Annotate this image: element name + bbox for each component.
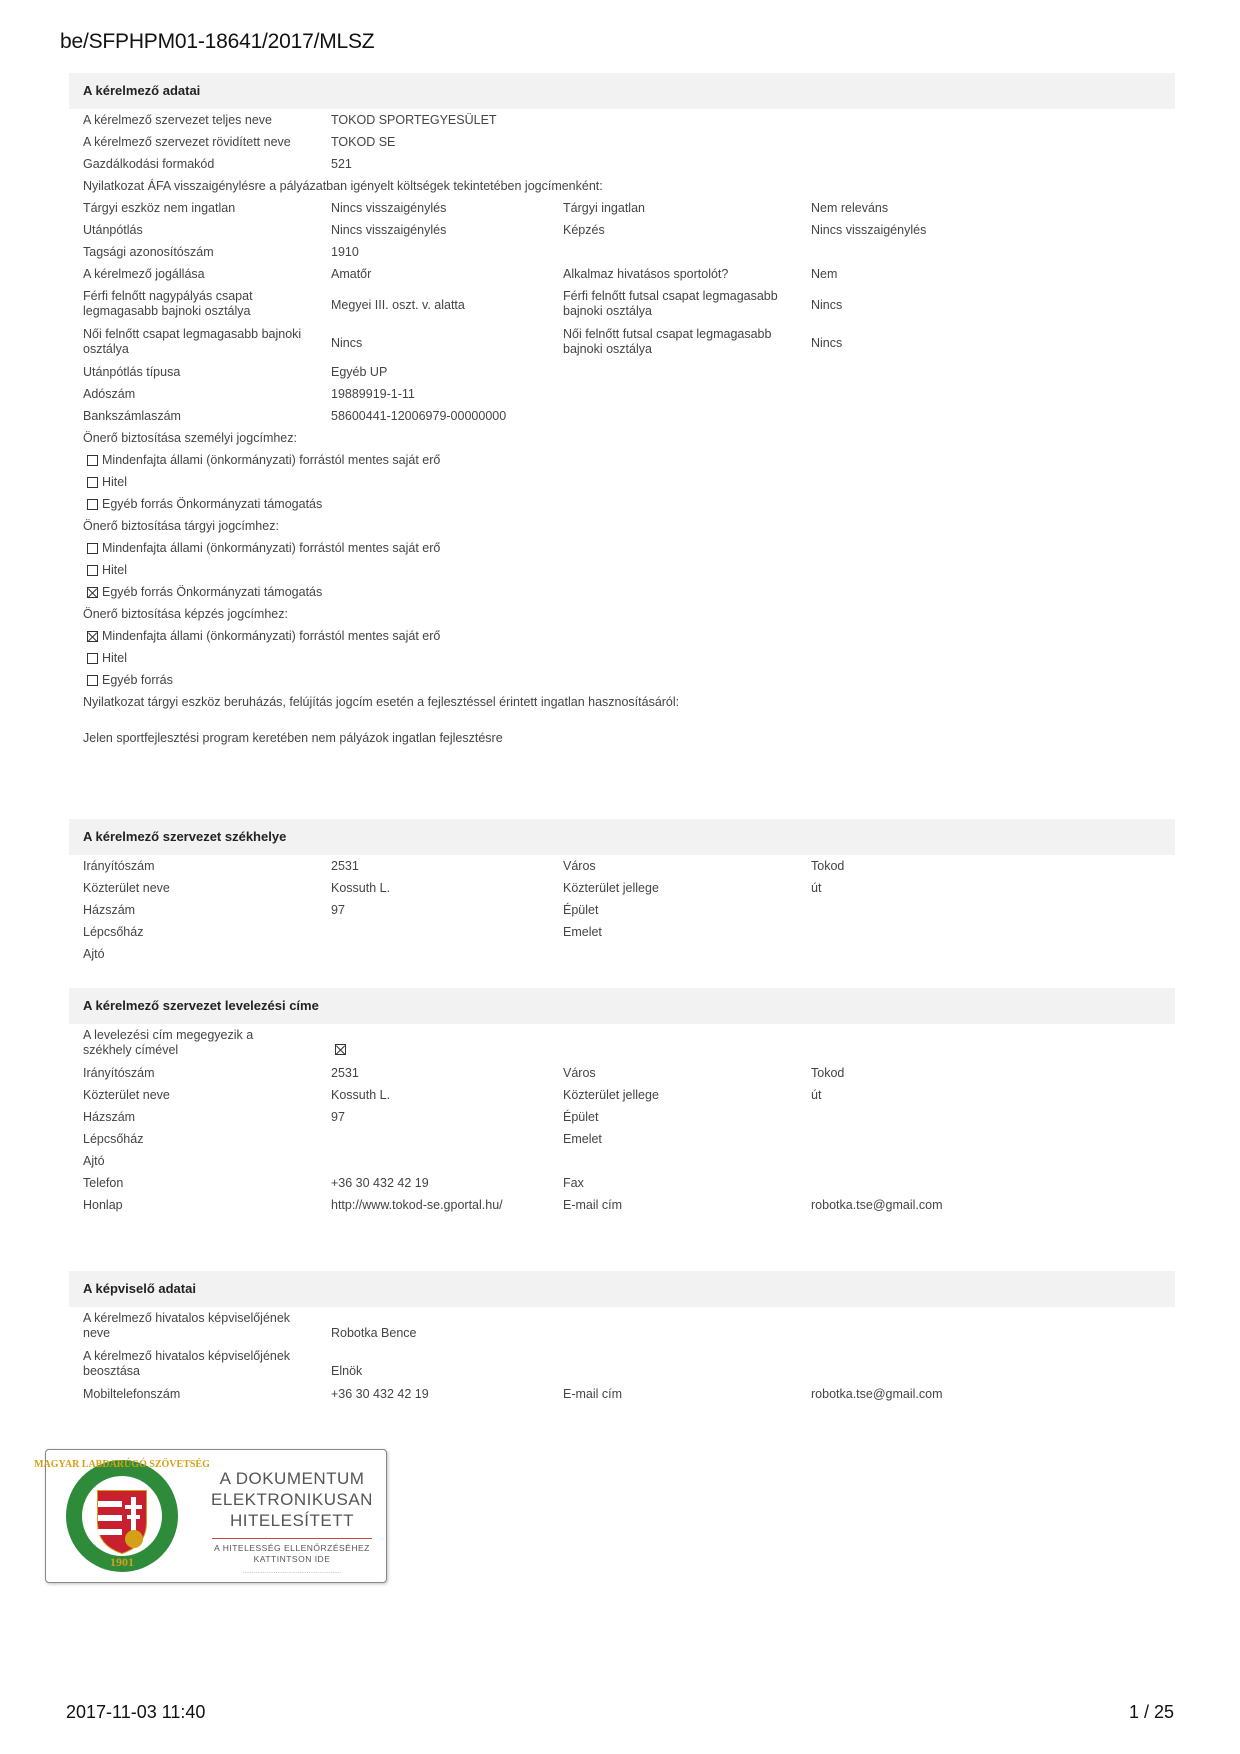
field-label: Utánpótlás [83, 223, 143, 237]
field-value: Tokod [811, 1066, 845, 1080]
field-label: Lépcsőház [83, 1132, 144, 1146]
field-label: Épület [563, 1110, 599, 1124]
field-value: TOKOD SE [331, 135, 396, 149]
field-label: Emelet [563, 1132, 602, 1146]
field-label: Mobiltelefonszám [83, 1387, 181, 1401]
asset-statement: Nyilatkozat tárgyi eszköz beruházás, felújítás jogcím esetén a fejlesztéssel érintett ingatlan hasznosításáról: [83, 695, 680, 709]
field-value: Nincs [811, 336, 843, 350]
field-label: Irányítószám [83, 859, 155, 873]
field-value: Nincs visszaigénylés [331, 223, 447, 237]
field-label: A kérelmező szervezet rövidített neve [83, 135, 291, 149]
field-label: Utánpótlás típusa [83, 365, 181, 379]
checkbox-label: Egyéb forrás Önkormányzati támogatás [102, 497, 323, 511]
stamp-line-3: HITELESÍTETT [229, 1511, 355, 1530]
field-row [69, 881, 1175, 899]
field-value: 1910 [331, 245, 359, 259]
field-row [69, 157, 1175, 175]
checkbox-label: Hitel [102, 475, 128, 489]
checkbox-label: Mindenfajta állami (önkormányzati) forrástól mentes saját erő [102, 629, 441, 643]
field-row [69, 903, 1175, 921]
checkbox-label: Hitel [102, 651, 128, 665]
field-row [69, 365, 1175, 383]
field-row [69, 245, 1175, 263]
rep-section [69, 1271, 1175, 1401]
checkbox-checked[interactable] [87, 631, 98, 642]
checkbox-label: Hitel [102, 563, 128, 577]
field-label: A kérelmező jogállása [83, 267, 205, 281]
email-link[interactable]: robotka.tse@gmail.com [811, 1387, 943, 1401]
field-row [69, 1176, 1175, 1194]
field-row [69, 1387, 1175, 1405]
section-title: A kérelmező szervezet székhelye [69, 819, 1175, 855]
field-value: Amatőr [331, 267, 372, 281]
mail-section [69, 988, 1175, 1212]
field-label: Emelet [563, 925, 602, 939]
field-label: Közterület neve [83, 1088, 170, 1102]
field-label: E-mail cím [563, 1387, 623, 1401]
footer-datetime: 2017-11-03 11:40 [66, 1702, 206, 1722]
checkbox-row[interactable] [69, 497, 1175, 515]
field-label: Alkalmaz hivatásos sportolót? [563, 267, 729, 281]
checkbox-label: Egyéb forrás [102, 673, 173, 687]
mlsz-logo-icon [34, 1453, 210, 1579]
field-label: Közterület jellege [563, 1088, 659, 1102]
field-label: A kérelmező szervezet teljes neve [83, 113, 272, 127]
field-row [69, 925, 1175, 943]
field-label: Tárgyi ingatlan [563, 201, 645, 215]
field-value: +36 30 432 42 19 [331, 1387, 429, 1401]
vat-row [69, 223, 1175, 241]
field-row [69, 387, 1175, 405]
checkbox-row[interactable] [69, 475, 1175, 493]
field-label: Házszám [83, 903, 136, 917]
logo-year: 1901 [110, 1555, 134, 1569]
checkbox-row[interactable] [69, 585, 1175, 603]
field-row [69, 135, 1175, 153]
checkbox-label: Egyéb forrás Önkormányzati támogatás [102, 585, 323, 599]
field-value: Nincs visszaigénylés [331, 201, 447, 215]
field-row [69, 1198, 1175, 1216]
field-label: Irányítószám [83, 1066, 155, 1080]
field-row [69, 267, 1175, 285]
field-row [69, 1110, 1175, 1128]
field-value: 2531 [331, 1066, 359, 1080]
field-row [69, 1349, 1175, 1383]
field-label: E-mail cím [563, 1198, 623, 1212]
field-label: Épület [563, 903, 599, 917]
field-value: út [811, 1088, 822, 1102]
field-label: Bankszámlaszám [83, 409, 181, 423]
field-value: 58600441-12006979-00000000 [331, 409, 507, 423]
field-row [69, 1311, 1175, 1345]
field-label: Közterület jellege [563, 881, 659, 895]
checkbox[interactable] [87, 477, 98, 488]
field-label: Fax [563, 1176, 584, 1190]
field-label: Telefon [83, 1176, 124, 1190]
document-id: be/SFPHPM01-18641/2017/MLSZ [60, 30, 375, 53]
field-row [69, 327, 1175, 361]
field-value: Nem releváns [811, 201, 889, 215]
section-title: A kérelmező adatai [69, 73, 1175, 109]
checkbox-checked[interactable] [87, 587, 98, 598]
vat-statement: Nyilatkozat ÁFA visszaigénylésre a pályázatban igényelt költségek tekintetében jogcímenként: [83, 179, 603, 193]
field-value: Kossuth L. [331, 881, 391, 895]
vat-row [69, 201, 1175, 219]
website-link[interactable]: http://www.tokod-se.gportal.hu/ [331, 1198, 503, 1212]
checkbox-row[interactable] [69, 563, 1175, 581]
field-value: Nincs [331, 336, 363, 350]
field-row [69, 947, 1175, 965]
field-value: 97 [331, 903, 345, 917]
field-value: 2531 [331, 859, 359, 873]
field-label: Város [563, 859, 596, 873]
field-label: Adószám [83, 387, 136, 401]
field-label: Férfi felnőtt nagypályás csapat legmagasabb bajnoki osztálya [83, 289, 253, 318]
field-label: Ajtó [83, 947, 105, 961]
field-row [69, 1088, 1175, 1106]
asset-statement-value: Jelen sportfejlesztési program keretében nem pályázok ingatlan fejlesztésre [83, 731, 503, 745]
field-label: A levelezési cím megegyezik a székhely címével [83, 1028, 254, 1057]
field-row [69, 409, 1175, 427]
field-value: Tokod [811, 859, 845, 873]
field-label: Férfi felnőtt futsal csapat legmagasabb bajnoki osztálya [563, 289, 778, 318]
field-value: Elnök [331, 1364, 363, 1378]
own-resource-heading: Önerő biztosítása képzés jogcímhez: [83, 607, 288, 621]
field-value: Nincs [811, 298, 843, 312]
field-label: Honlap [83, 1198, 123, 1212]
checkbox-label: Mindenfajta állami (önkormányzati) forrástól mentes saját erő [102, 453, 441, 467]
field-value: út [811, 881, 822, 895]
field-row [69, 1066, 1175, 1084]
checkbox-row[interactable] [69, 629, 1175, 647]
field-label: Képzés [563, 223, 605, 237]
field-row [69, 1028, 1175, 1062]
field-label: Tárgyi eszköz nem ingatlan [83, 201, 236, 215]
field-row [69, 1132, 1175, 1150]
stamp-verify-text[interactable]: A HITELESSÉG ELLENŐRZÉSÉHEZ [214, 1543, 370, 1553]
stamp-fine-print: ······················································ [242, 1570, 342, 1576]
checkbox[interactable] [87, 653, 98, 664]
field-value: 521 [331, 157, 352, 171]
field-label: Gazdálkodási formakód [83, 157, 215, 171]
field-row [69, 1154, 1175, 1172]
checkbox[interactable] [87, 499, 98, 510]
field-value: Nem [811, 267, 838, 281]
section-title: A kérelmező szervezet levelezési címe [69, 988, 1175, 1024]
logo-text: MAGYAR LABDARÚGÓ SZÖVETSÉG [34, 1459, 210, 1470]
field-label: Női felnőtt futsal csapat legmagasabb bajnoki osztálya [563, 327, 772, 356]
stamp-click-text[interactable]: KATTINTSON IDE [253, 1554, 331, 1564]
checkbox[interactable] [87, 675, 98, 686]
field-row [69, 289, 1175, 323]
stamp-line-1: A DOKUMENTUM [219, 1469, 365, 1488]
checkbox-row[interactable] [69, 651, 1175, 669]
checkbox-checked[interactable] [335, 1044, 346, 1055]
field-label: Tagsági azonosítószám [83, 245, 214, 259]
email-link[interactable]: robotka.tse@gmail.com [811, 1198, 943, 1212]
field-label: Házszám [83, 1110, 136, 1124]
own-resource-heading: Önerő biztosítása tárgyi jogcímhez: [83, 519, 279, 533]
field-value: 19889919-1-11 [331, 387, 415, 401]
checkbox[interactable] [87, 455, 98, 466]
field-label: Ajtó [83, 1154, 105, 1168]
field-value: Kossuth L. [331, 1088, 391, 1102]
field-value: Egyéb UP [331, 365, 388, 379]
seat-section [69, 819, 1175, 961]
field-value: TOKOD SPORTEGYESÜLET [331, 113, 497, 127]
field-label: Város [563, 1066, 596, 1080]
field-value: Megyei III. oszt. v. alatta [331, 298, 465, 312]
field-row [69, 859, 1175, 877]
field-value: Robotka Bence [331, 1326, 417, 1340]
authentication-stamp[interactable] [34, 1449, 387, 1583]
stamp-line-2: ELEKTRONIKUSAN [211, 1490, 373, 1509]
applicant-section [69, 73, 1175, 745]
field-label: A kérelmező hivatalos képviselőjének beosztása [83, 1349, 291, 1378]
checkbox[interactable] [87, 543, 98, 554]
field-value: Nincs visszaigénylés [811, 223, 927, 237]
field-value: 97 [331, 1110, 345, 1124]
field-row [69, 113, 1175, 131]
stamp-divider [212, 1538, 372, 1539]
field-value: +36 30 432 42 19 [331, 1176, 429, 1190]
footer-page-number: 1 / 25 [1128, 1702, 1174, 1722]
checkbox-row[interactable] [69, 453, 1175, 471]
checkbox-label: Mindenfajta állami (önkormányzati) forrástól mentes saját erő [102, 541, 441, 555]
checkbox[interactable] [87, 565, 98, 576]
own-resource-heading: Önerő biztosítása személyi jogcímhez: [83, 431, 297, 445]
checkbox-row[interactable] [69, 541, 1175, 559]
section-title: A képviselő adatai [69, 1271, 1175, 1307]
field-label: A kérelmező hivatalos képviselőjének neve [83, 1311, 291, 1340]
field-label: Női felnőtt csapat legmagasabb bajnoki osztálya [83, 327, 302, 356]
field-label: Közterület neve [83, 881, 170, 895]
checkbox-row[interactable] [69, 673, 1175, 691]
field-label: Lépcsőház [83, 925, 144, 939]
